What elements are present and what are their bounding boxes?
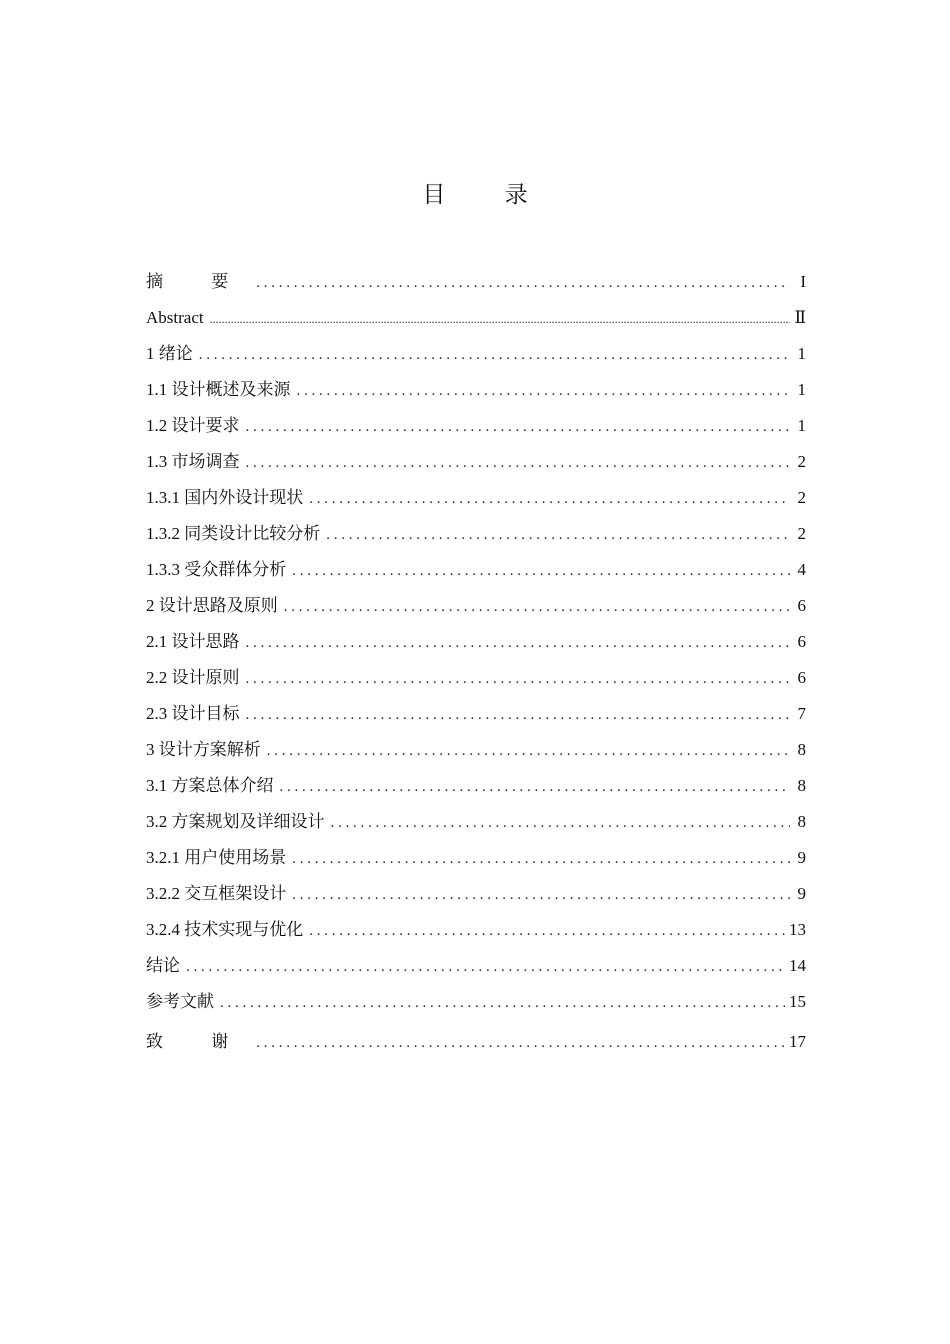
toc-dot-leader — [256, 1023, 785, 1063]
toc-dot-leader — [246, 409, 791, 445]
toc-entry-label: Abstract — [146, 300, 210, 336]
toc-entry-page: 1 — [797, 416, 806, 435]
toc-dot-leader — [246, 625, 791, 661]
toc-entry-abstract-cn[interactable] — [146, 264, 806, 300]
toc-entry-abstract-en[interactable] — [146, 300, 806, 336]
toc-entry-page: 6 — [797, 668, 806, 687]
toc-entry-page: 4 — [797, 560, 806, 579]
toc-entry-label: 1.2 设计要求 — [146, 408, 246, 444]
toc-entry-label: 3.2 方案规划及详细设计 — [146, 804, 331, 840]
toc-entry[interactable] — [146, 552, 806, 588]
toc-entry[interactable] — [146, 912, 806, 948]
toc-dot-leader — [284, 589, 790, 625]
toc-list — [146, 264, 806, 1062]
toc-entry[interactable] — [146, 372, 806, 408]
toc-dot-leader — [280, 769, 791, 805]
toc-entry-label: 1.3.3 受众群体分析 — [146, 552, 292, 588]
toc-entry-page: 8 — [797, 776, 806, 795]
toc-dot-leader — [326, 517, 790, 553]
toc-entry-page: 9 — [797, 848, 806, 867]
toc-dot-leader — [220, 985, 785, 1021]
toc-dot-leader — [210, 301, 790, 337]
toc-dot-leader — [199, 337, 790, 373]
toc-dot-leader — [246, 697, 791, 733]
toc-entry-label: 2.3 设计目标 — [146, 696, 246, 732]
toc-entry[interactable] — [146, 480, 806, 516]
toc-entry[interactable] — [146, 516, 806, 552]
toc-entry-page: 17 — [789, 1032, 806, 1051]
toc-entry-label: 3.2.2 交互框架设计 — [146, 876, 292, 912]
toc-entry-page: 2 — [797, 488, 806, 507]
toc-entry-label: 1.3.2 同类设计比较分析 — [146, 516, 326, 552]
toc-entry-label: 摘 要 — [146, 264, 256, 300]
toc-dot-leader — [246, 661, 791, 697]
toc-entry-page: 14 — [789, 956, 806, 975]
toc-dot-leader — [292, 841, 790, 877]
toc-entry-label: 2 设计思路及原则 — [146, 588, 284, 624]
toc-dot-leader — [292, 553, 790, 589]
toc-entry[interactable] — [146, 336, 806, 372]
toc-dot-leader — [256, 265, 790, 301]
toc-entry-page: 2 — [797, 452, 806, 471]
toc-dot-leader — [186, 949, 785, 985]
toc-entry[interactable] — [146, 732, 806, 768]
toc-entry-label: 3.2.1 用户使用场景 — [146, 840, 292, 876]
toc-entry[interactable] — [146, 444, 806, 480]
toc-entry-label: 3 设计方案解析 — [146, 732, 267, 768]
toc-entry[interactable] — [146, 768, 806, 804]
toc-entry-page: 8 — [797, 740, 806, 759]
toc-entry-page: 6 — [797, 632, 806, 651]
toc-entry[interactable] — [146, 984, 806, 1020]
toc-entry-label: 1.1 设计概述及来源 — [146, 372, 297, 408]
toc-dot-leader — [297, 373, 791, 409]
toc-dot-leader — [309, 481, 790, 517]
toc-entry-label: 致 谢 — [146, 1022, 256, 1062]
toc-entry-page: 6 — [797, 596, 806, 615]
toc-entry[interactable] — [146, 696, 806, 732]
toc-entry[interactable] — [146, 408, 806, 444]
toc-entry[interactable] — [146, 876, 806, 912]
toc-entry[interactable] — [146, 804, 806, 840]
toc-entry-label: 1 绪论 — [146, 336, 199, 372]
toc-entry-label: 参考文献 — [146, 984, 220, 1020]
toc-dot-leader — [292, 877, 790, 913]
toc-entry[interactable] — [146, 624, 806, 660]
toc-entry[interactable] — [146, 660, 806, 696]
toc-entry-label: 结论 — [146, 948, 186, 984]
toc-dot-leader — [246, 445, 791, 481]
toc-title: 目 录 — [422, 182, 554, 208]
toc-entry-page: 9 — [797, 884, 806, 903]
toc-entry-page: I — [800, 272, 806, 291]
toc-entry-page: Ⅱ — [794, 308, 806, 327]
toc-entry-label: 1.3 市场调查 — [146, 444, 246, 480]
toc-entry-label: 2.1 设计思路 — [146, 624, 246, 660]
toc-entry-page: 1 — [797, 380, 806, 399]
toc-entry-label: 2.2 设计原则 — [146, 660, 246, 696]
toc-entry-label: 3.1 方案总体介绍 — [146, 768, 280, 804]
toc-entry-page: 1 — [797, 344, 806, 363]
toc-dot-leader — [331, 805, 791, 841]
toc-entry-label: 1.3.1 国内外设计现状 — [146, 480, 309, 516]
toc-entry-page: 7 — [797, 704, 806, 723]
toc-dot-leader — [309, 913, 785, 949]
toc-entry-label: 3.2.4 技术实现与优化 — [146, 912, 309, 948]
toc-entry-page: 8 — [797, 812, 806, 831]
toc-entry[interactable] — [146, 948, 806, 984]
toc-entry-page: 2 — [797, 524, 806, 543]
toc-entry-page: 15 — [789, 992, 806, 1011]
toc-entry-acknowledgements[interactable] — [146, 1022, 806, 1062]
toc-entry[interactable] — [146, 840, 806, 876]
toc-entry[interactable] — [146, 588, 806, 624]
toc-entry-page: 13 — [789, 920, 806, 939]
toc-dot-leader — [267, 733, 790, 769]
